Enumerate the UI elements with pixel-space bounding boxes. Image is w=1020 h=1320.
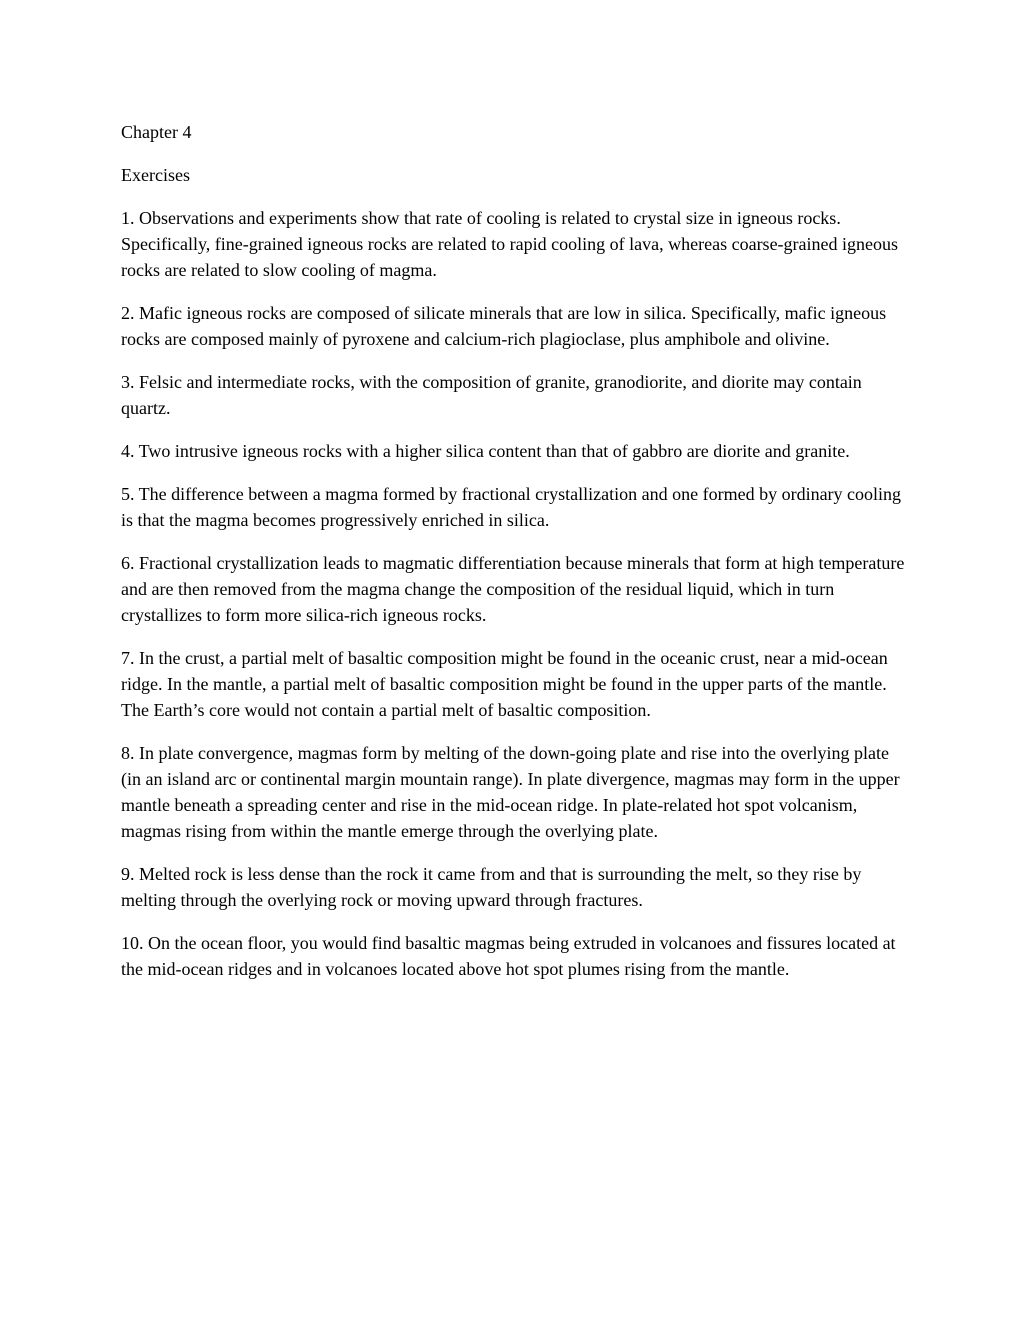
section-title: Exercises	[121, 165, 190, 185]
chapter-title: Chapter 4	[121, 122, 192, 142]
answer-paragraph-2: 2. Mafic igneous rocks are composed of silicate minerals that are low in silica. Specifically, mafic igneous rocks are composed mainly of pyroxene and calcium-rich plagioclase, plus amphibole and olivine.	[121, 303, 887, 349]
answer-paragraph-6: 6. Fractional crystallization leads to magmatic differentiation because minerals that form at high temperature and are then removed from the magma change the composition of the residual liquid, which in turn crystallizes to form more silica-rich igneous rocks.	[121, 553, 905, 625]
answer-paragraph-4: 4. Two intrusive igneous rocks with a higher silica content than that of gabbro are diorite and granite.	[121, 441, 850, 461]
answer-paragraph-7: 7. In the crust, a partial melt of basaltic composition might be found in the oceanic crust, near a mid-ocean ridge. In the mantle, a partial melt of basaltic composition might be found in the upper parts of the mantle. The Earth’s core would not contain a partial melt of basaltic composition.	[121, 648, 888, 720]
answer-paragraph-3: 3. Felsic and intermediate rocks, with the composition of granite, granodiorite, and diorite may contain quartz.	[121, 372, 862, 418]
answer-paragraph-9: 9. Melted rock is less dense than the rock it came from and that is surrounding the melt, so they rise by melting through the overlying rock or moving upward through fractures.	[121, 864, 862, 910]
answer-paragraph-10: 10. On the ocean floor, you would find basaltic magmas being extruded in volcanoes and fissures located at the mid-ocean ridges and in volcanoes located above hot spot plumes rising from the mantle.	[121, 933, 896, 979]
answer-paragraph-5: 5. The difference between a magma formed by fractional crystallization and one formed by ordinary cooling is that the magma becomes progressively enriched in silica.	[121, 484, 902, 530]
answer-paragraph-8: 8. In plate convergence, magmas form by melting of the down-going plate and rise into the overlying plate (in an island arc or continental margin mountain range). In plate divergence, magmas may form in the upper mantle beneath a spreading center and rise in the mid-ocean ridge. In plate-related hot spot volcanism, magmas rising from within the mantle emerge through the overlying plate.	[121, 743, 900, 841]
answer-paragraph-1: 1. Observations and experiments show that rate of cooling is related to crystal size in igneous rocks. Specifically, fine-grained igneous rocks are related to rapid cooling of lava, whereas coarse-grained igneous rocks are related to slow cooling of magma.	[121, 208, 899, 280]
document-page	[121, 119, 911, 999]
